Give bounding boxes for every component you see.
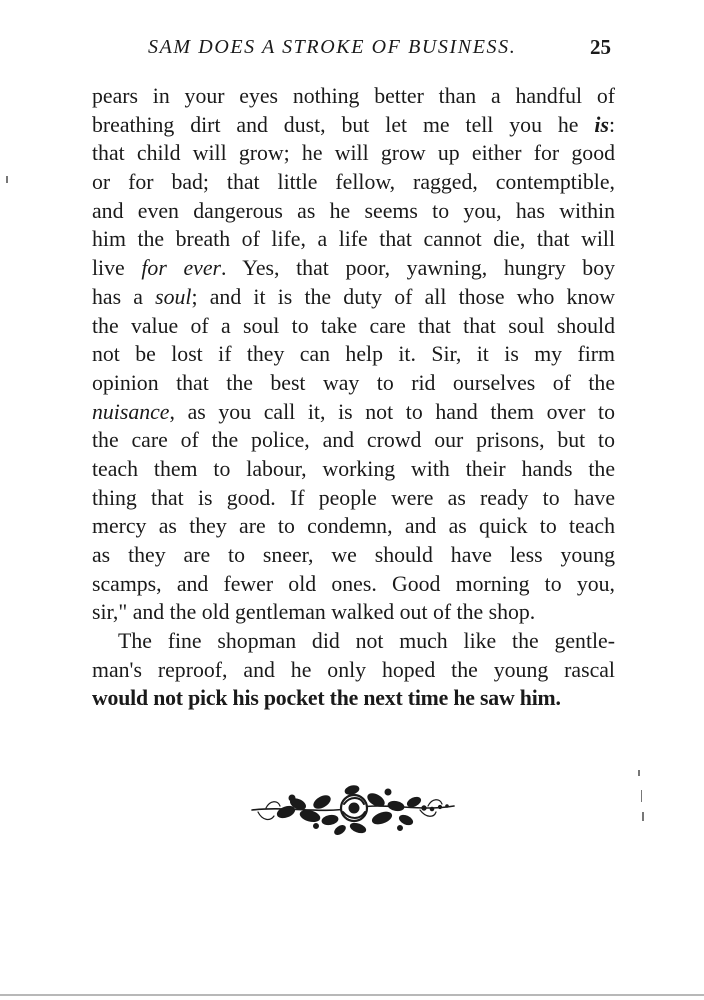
text-segment: the value of a soul to take care that that soul should — [92, 313, 615, 338]
text-segment: breathing dirt and dust, but let me tell you he — [92, 112, 595, 137]
page-number: 25 — [590, 35, 611, 59]
stray-ink-mark — [638, 770, 640, 776]
text-line — [92, 254, 615, 283]
italic-text-segment: soul — [155, 284, 192, 309]
text-line — [92, 111, 615, 140]
text-line — [92, 283, 615, 312]
text-segment: The fine shopman did not much like the gentle- — [118, 629, 615, 654]
text-segment: the care of the police, and crowd our prisons, but to — [92, 428, 615, 453]
text-line — [92, 484, 615, 513]
text-line — [92, 656, 615, 685]
italic-text-segment: for ever — [141, 256, 221, 281]
text-line — [92, 340, 615, 369]
running-head-title: SAM DOES A STROKE OF BUSINESS. — [148, 36, 517, 58]
text-segment: teach them to labour, working with their hands the — [92, 456, 615, 481]
text-segment: and even dangerous as he seems to you, has within — [92, 198, 615, 223]
text-line — [92, 139, 615, 168]
text-line — [92, 369, 615, 398]
text-line — [92, 82, 615, 111]
text-segment: : — [608, 112, 615, 137]
floral-vignette-icon — [248, 778, 460, 844]
stray-ink-mark — [642, 812, 644, 821]
italic-text-segment: nuisance — [92, 399, 170, 424]
text-segment: has a — [92, 284, 156, 309]
text-line — [92, 684, 615, 713]
text-line — [92, 312, 615, 341]
page-bottom-edge — [0, 994, 704, 996]
text-segment: man's reproof, and he only hoped the young rascal — [92, 657, 615, 682]
text-segment: as they are to sneer, we should have less young — [92, 543, 615, 567]
text-line — [92, 570, 615, 599]
text-segment: ; and it is the duty of all those who know — [191, 284, 615, 309]
italic-text-segment: is — [594, 112, 609, 137]
text-segment: , as you call it, is not to hand them over to — [169, 399, 615, 424]
running-header — [0, 36, 704, 70]
text-line — [92, 598, 615, 627]
text-segment: would not pick his pocket the next time he saw him. — [92, 686, 561, 711]
text-line — [92, 225, 615, 254]
text-segment: sir," and the old gentleman walked out of the shop. — [92, 600, 536, 625]
text-line — [92, 197, 615, 226]
text-segment: that child will grow; he will grow up either for good — [92, 141, 615, 166]
text-segment: scamps, and fewer old ones. Good morning to you, — [92, 571, 615, 596]
text-segment: live — [92, 256, 142, 281]
text-segment: mercy as they are to condemn, and as quick to teach — [92, 514, 615, 539]
text-segment: not be lost if they can help it. Sir, it is my firm — [92, 342, 615, 367]
text-segment: . Yes, that poor, yawning, hungry boy — [220, 256, 615, 281]
text-line — [92, 426, 615, 455]
text-segment: or for bad; that little fellow, ragged, contemptible, — [92, 170, 615, 195]
text-line — [92, 627, 615, 656]
text-segment: pears in your eyes nothing better than a handful of — [92, 84, 615, 108]
text-line — [92, 398, 615, 427]
stray-ink-mark — [641, 790, 642, 802]
stray-ink-mark — [6, 176, 8, 183]
text-line — [92, 541, 615, 570]
text-line — [92, 512, 615, 541]
text-line — [92, 168, 615, 197]
body-text — [92, 82, 615, 713]
text-segment: him the breath of life, a life that cannot die, that will — [92, 227, 615, 252]
text-segment: thing that is good. If people were as ready to have — [92, 485, 615, 510]
text-segment: opinion that the best way to rid ourselves of the — [92, 370, 615, 395]
text-line — [92, 455, 615, 484]
